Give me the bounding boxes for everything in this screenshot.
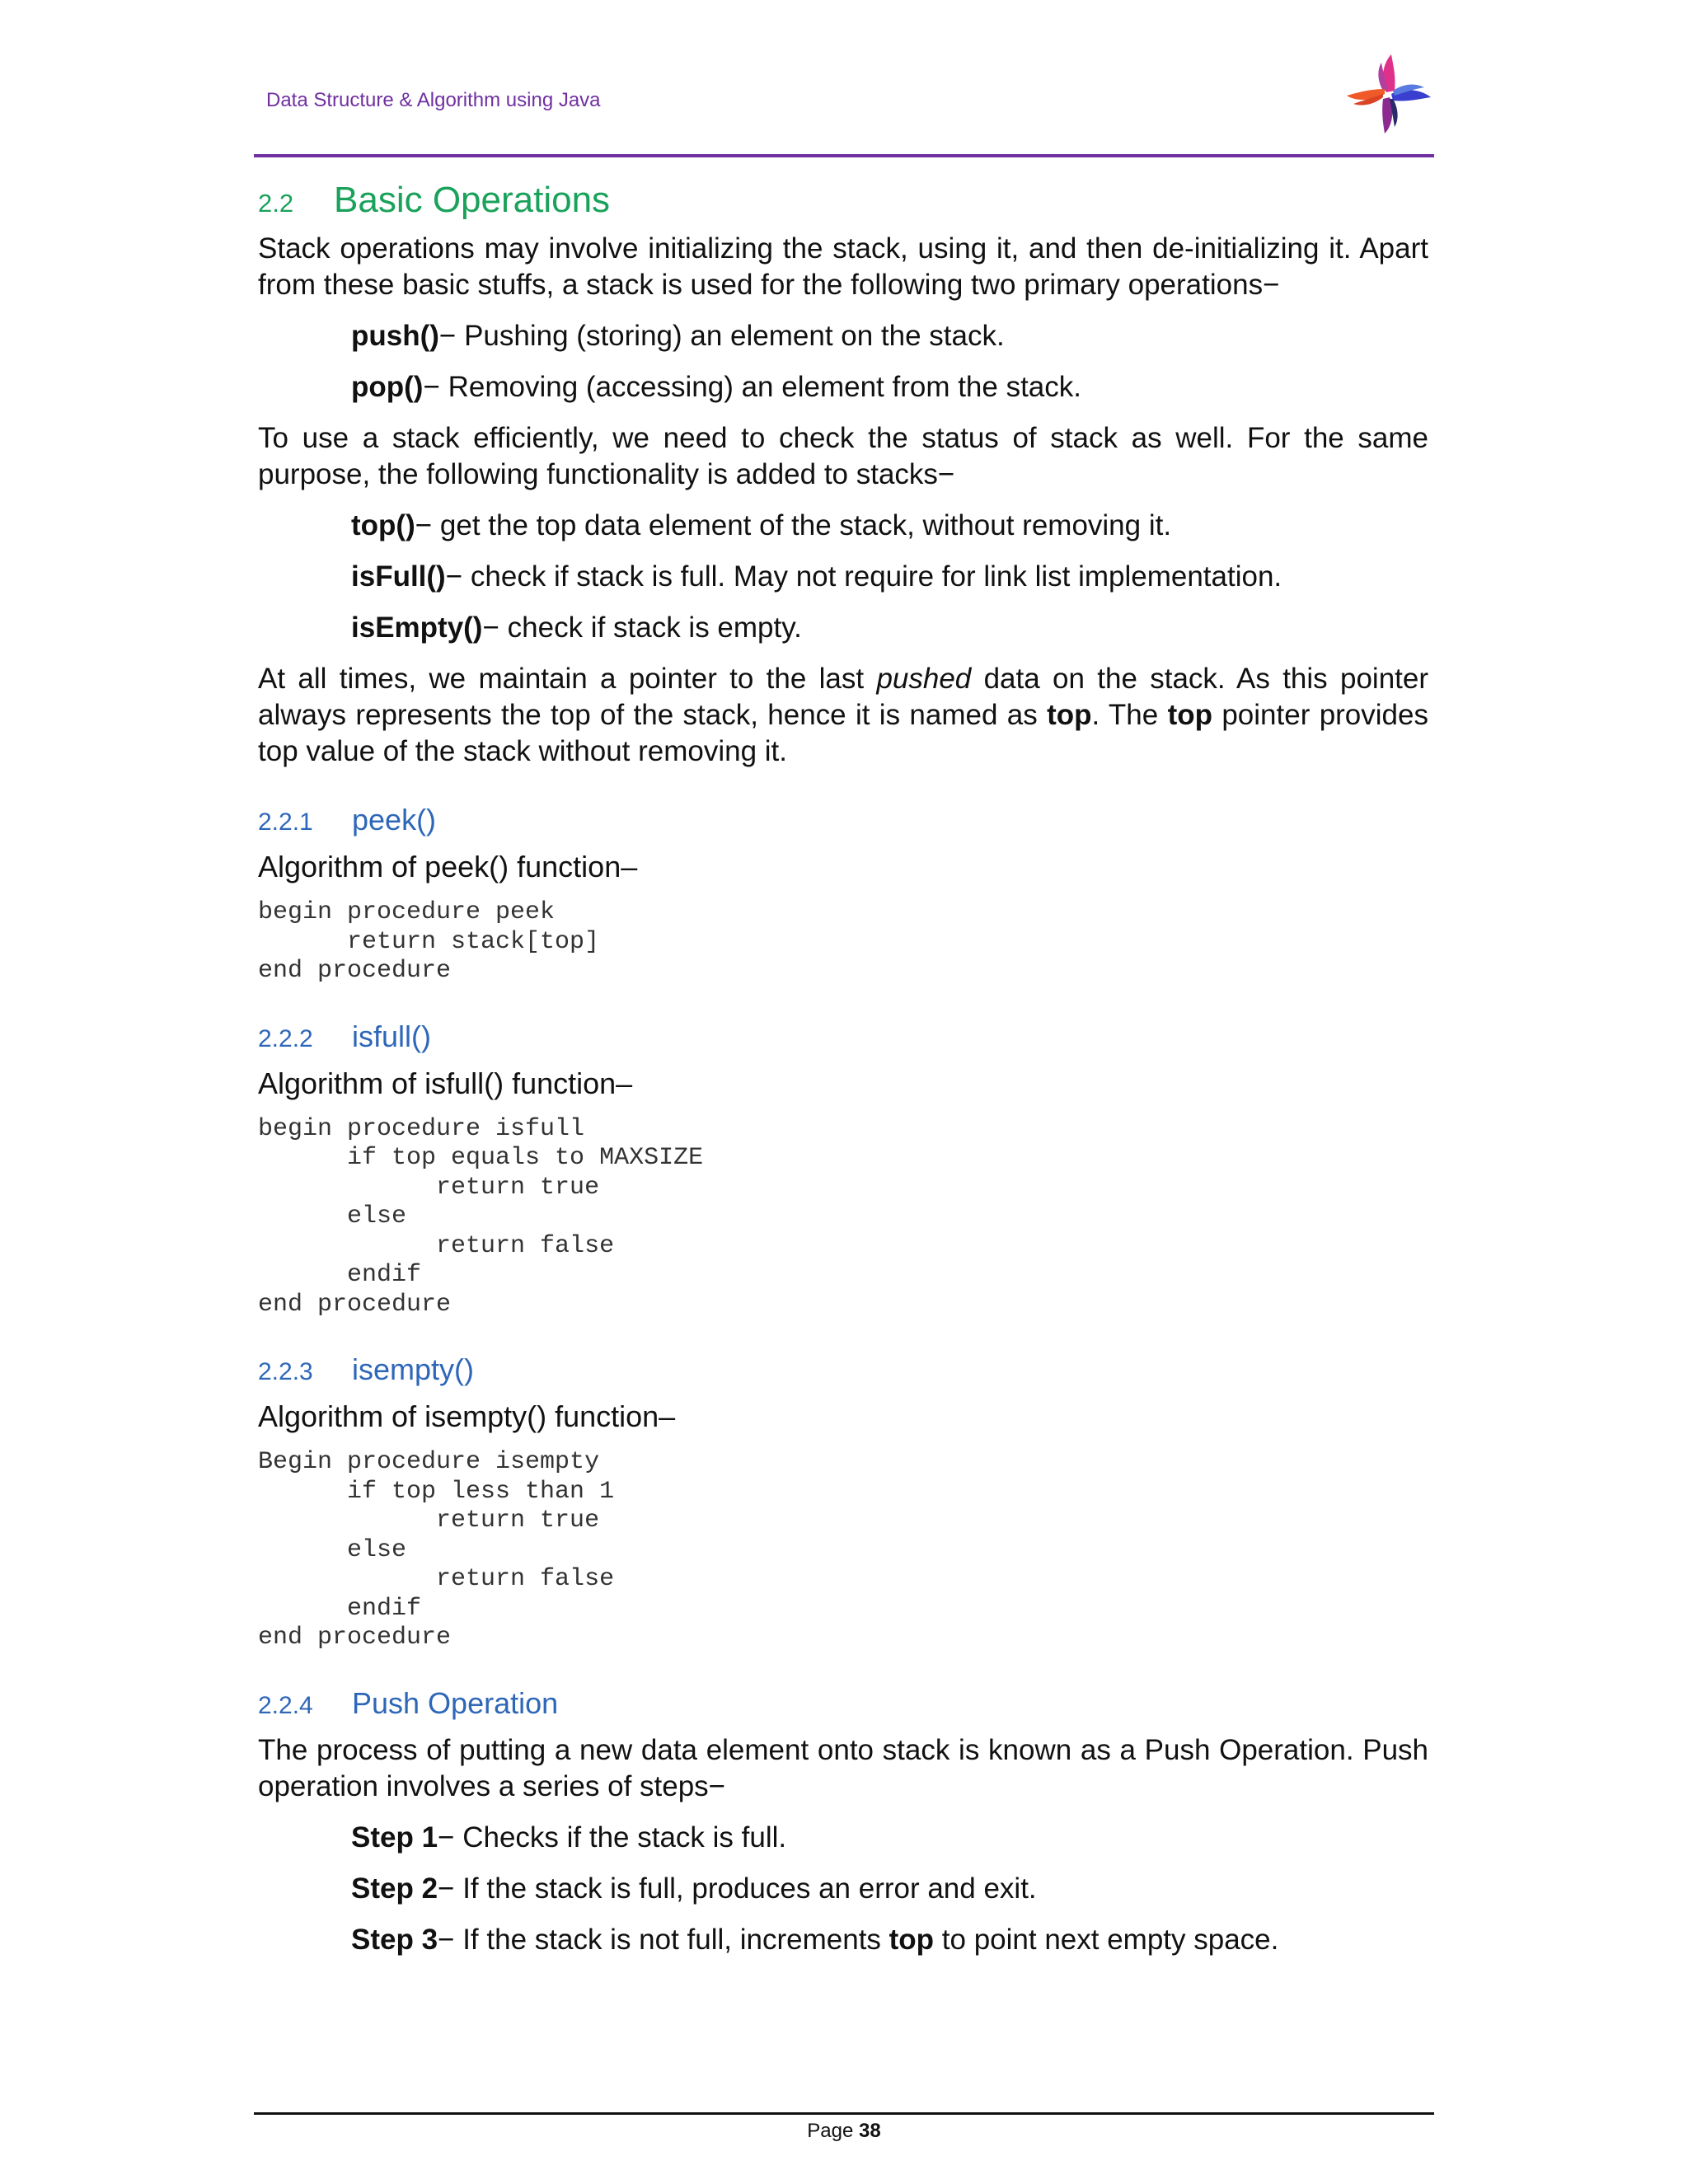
page-number: Page 38 [807, 2120, 881, 2142]
list-item: Step 3− If the stack is not full, increments top to point next empty space. [351, 1923, 1279, 1956]
subsection-heading-isempty [258, 1352, 1428, 1387]
subsection-title: Push Operation [352, 1685, 559, 1720]
push-intro: The process of putting a new data element onto stack is known as a Push Operation. Push operation involves a series of steps− [258, 1733, 1428, 1802]
subsection-title: isempty() [352, 1352, 475, 1386]
subsection-title: peek() [352, 803, 437, 837]
subsection-heading-push [258, 1686, 1428, 1721]
main-content [258, 180, 1428, 1973]
list-item: top()− get the top data element of the stack, without removing it. [351, 509, 1172, 541]
header-divider [254, 154, 1434, 157]
list-item: Step 2− If the stack is full, produces an error and exit. [351, 1872, 1037, 1905]
code-block-isfull: begin procedure isfull if top equals to MAXSIZE return true else return false endif end procedure [258, 1114, 704, 1319]
list-item: Step 1− Checks if the stack is full. [351, 1821, 787, 1854]
subsection-number: 2.2.2 [258, 1024, 313, 1052]
push-steps-list [258, 1820, 1428, 1958]
pinwheel-logo-icon [1343, 51, 1434, 137]
algorithm-label: Algorithm of isfull() function– [258, 1066, 633, 1100]
algorithm-label: Algorithm of peek() function– [258, 850, 638, 883]
pointer-paragraph: At all times, we maintain a pointer to the last pushed data on the stack. As this pointer always represents the top of the stack, hence it is named as top. The top pointer provides top value of the stack without removing it. [258, 663, 1428, 767]
list-item: pop()− Removing (accessing) an element from the stack. [351, 371, 1081, 403]
subsection-number: 2.2.1 [258, 808, 313, 836]
list-item: push()− Pushing (storing) an element on the stack. [351, 320, 1005, 352]
list-item: isFull()− check if stack is full. May not require for link list implementation. [351, 560, 1282, 593]
status-intro: To use a stack efficiently, we need to check the status of stack as well. For the same purpose, the following functionality is added to stacks− [258, 422, 1428, 490]
footer-divider [254, 2112, 1434, 2115]
algorithm-label: Algorithm of isempty() function– [258, 1399, 676, 1433]
list-item: isEmpty()− check if stack is empty. [351, 612, 802, 644]
code-block-peek: begin procedure peek return stack[top] end procedure [258, 898, 600, 985]
subsection-heading-isfull [258, 1019, 1428, 1054]
code-block-isempty: Begin procedure isempty if top less than 1 return true else return false endif end procedure [258, 1448, 615, 1652]
subsection-number: 2.2.3 [258, 1358, 313, 1385]
section-number: 2.2 [258, 189, 294, 218]
header-title: Data Structure & Algorithm using Java [266, 89, 601, 111]
primary-operations-list [258, 318, 1428, 405]
section-intro: Stack operations may involve initializing the stack, using it, and then de-initializing it. Apart from these basic stuffs, a stack is used for the following two primary operations− [258, 232, 1428, 301]
subsection-heading-peek [258, 803, 1428, 837]
status-operations-list [258, 508, 1428, 646]
subsection-number: 2.2.4 [258, 1691, 313, 1719]
section-heading [258, 180, 1428, 221]
section-title: Basic Operations [334, 180, 611, 220]
subsection-title: isfull() [352, 1019, 431, 1053]
